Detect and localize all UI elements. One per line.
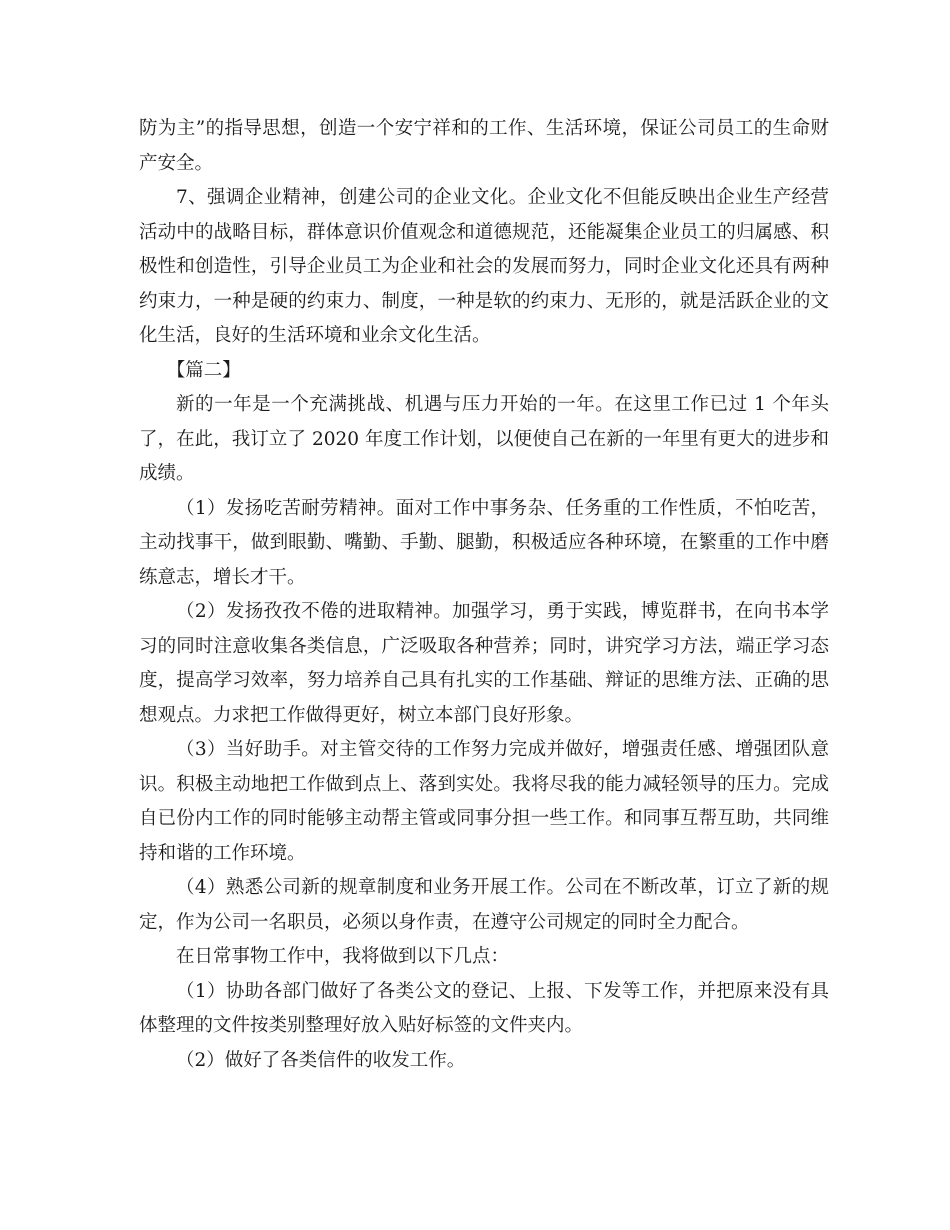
paragraph-daily-intro: 在日常事物工作中，我将做到以下几点： xyxy=(176,946,510,967)
paragraph-point-3: （3）当好助手。对主管交待的工作努力完成并做好，增强责任感、增强团队意识。积极主动地把工作做到点上、落到实处。我将尽我的能力减轻领导的压力。完成自已份内工作的同时能够主动帮主管或同事分担一些工作。和同事互帮互助，共同维持和谐的工作环境。 xyxy=(139,739,829,864)
document-body xyxy=(139,112,829,1078)
paragraph-point-2: （2）发扬孜孜不倦的进取精神。加强学习，勇于实践，博览群书，在向书本学习的同时注意收集各类信息，广泛吸取各种营养；同时，讲究学习方法，端正学习态度，提高学习效率，努力培养自己具有扎实的工作基础、辩证的思维方法、正确的思想观点。力求把工作做得更好，树立本部门良好形象。 xyxy=(139,601,829,726)
paragraph-point-1: （1）发扬吃苦耐劳精神。面对工作中事务杂、任务重的工作性质，不怕吃苦，主动找事干，做到眼勤、嘴勤、手勤、腿勤，积极适应各种环境，在繁重的工作中磨练意志，增长才干。 xyxy=(139,497,829,588)
paragraph-item-7: 7、强调企业精神，创建公司的企业文化。企业文化不但能反映出企业生产经营活动中的战略目标，群体意识价值观念和道德规范，还能凝集企业员工的归属感、积极性和创造性，引导企业员工为企业和社会的发展而努力，同时企业文化还具有两种约束力，一种是硬的约束力、制度，一种是软的约束力、无形的，就是活跃企业的文化生活，良好的生活环境和业余文化生活。 xyxy=(139,187,829,346)
paragraph-daily-2: （2）做好了各类信件的收发工作。 xyxy=(176,1049,466,1071)
paragraph-point-4: （4）熟悉公司新的规章制度和业务开展工作。公司在不断改革，订立了新的规定，作为公司一名职员，必须以身作责，在遵守公司规定的同时全力配合。 xyxy=(139,877,829,933)
paragraph-continuation: 防为主”的指导思想，创造一个安宁祥和的工作、生活环境，保证公司员工的生命财产安全。 xyxy=(139,118,829,174)
section-heading: 【篇二】 xyxy=(166,359,241,381)
paragraph-intro: 新的一年是一个充满挑战、机遇与压力开始的一年。在这里工作已过 1 个年头了，在此，我订立了 2020 年度工作计划，以便使自己在新的一年里有更大的进步和成绩。 xyxy=(139,394,829,484)
paragraph-daily-1: （1）协助各部门做好了各类公文的登记、上报、下发等工作，并把原来没有具体整理的文件按类别整理好放入贴好标签的文件夹内。 xyxy=(139,980,829,1036)
